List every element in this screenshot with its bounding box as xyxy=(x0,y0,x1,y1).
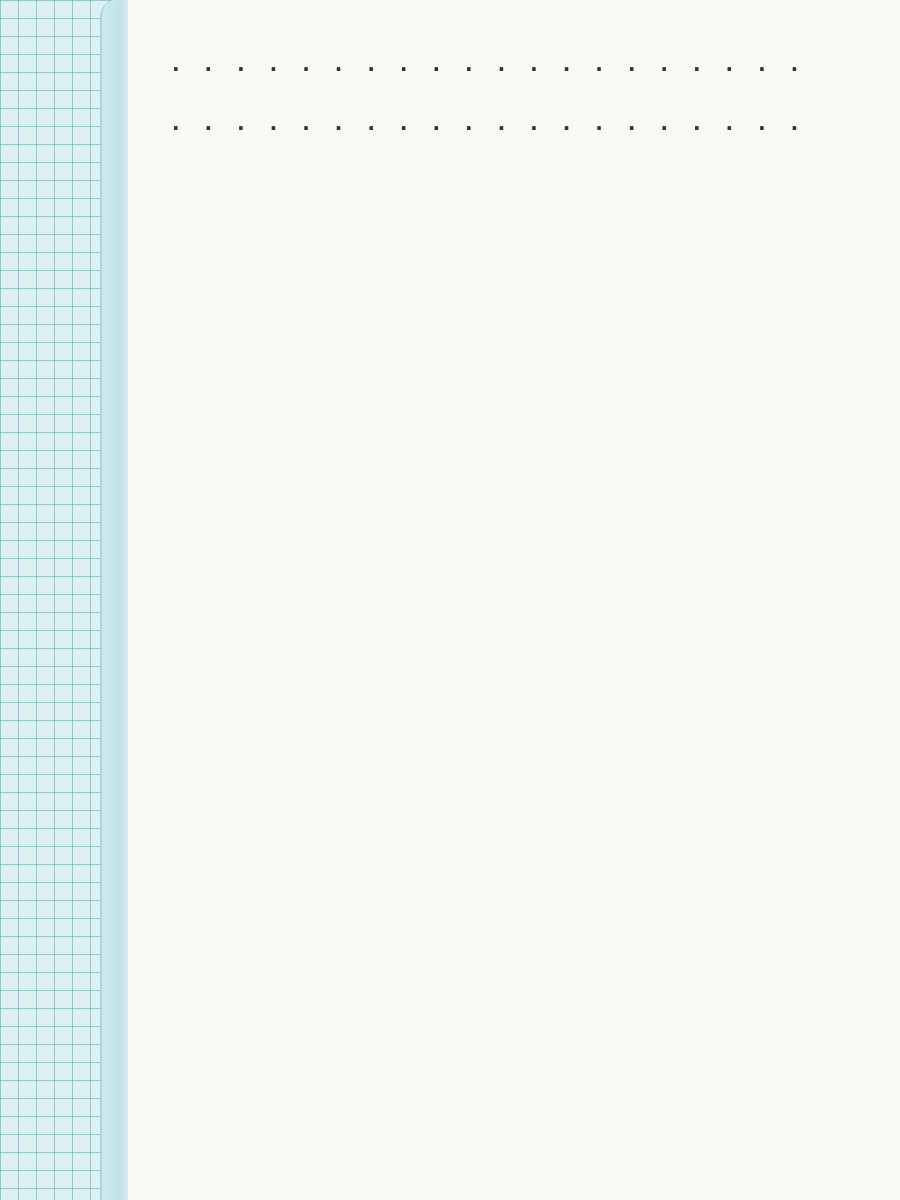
toc-section-heading xyxy=(164,22,864,52)
toc-final-row-2 xyxy=(164,111,864,141)
imprint-block xyxy=(200,626,840,644)
toc-section-row xyxy=(164,52,864,82)
leader-dots xyxy=(172,52,802,76)
graph-paper-margin xyxy=(0,0,112,1200)
toc-final-row-1 xyxy=(164,82,864,112)
table-of-contents xyxy=(164,14,864,141)
leader-dots xyxy=(172,111,802,135)
book-page xyxy=(128,0,900,1200)
